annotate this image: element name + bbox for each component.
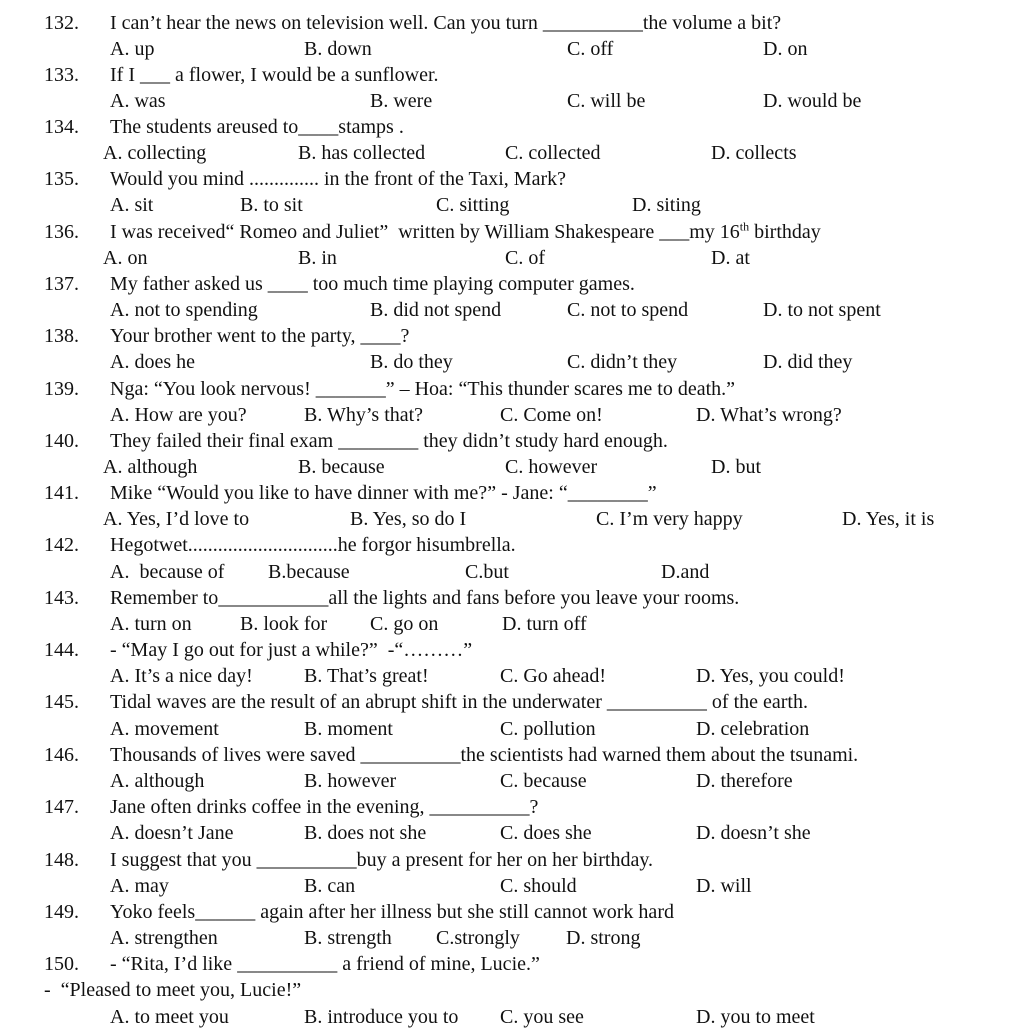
stem-text-after: my 16 <box>689 221 740 243</box>
question-number: 147. <box>44 796 79 818</box>
question-number: 144. <box>44 639 79 661</box>
answer-blank: ________ <box>567 482 648 504</box>
question-stem <box>110 482 657 504</box>
answer-option-a: A. collecting <box>103 142 207 164</box>
answer-blank: ____ <box>267 273 308 295</box>
question-stem <box>110 273 635 295</box>
answer-option-b: B. do they <box>370 351 453 373</box>
stem-text-before: Thousands of lives were saved <box>110 744 361 766</box>
stem-text-before: If I <box>110 64 140 86</box>
stem-text-before: Remember to <box>110 587 219 609</box>
answer-option-c: C. not to spend <box>567 299 689 321</box>
answer-option-a: A. sit <box>110 194 154 216</box>
stem-text-after: in the front of the Taxi, Mark? <box>318 168 567 190</box>
answer-option-b: B. has collected <box>298 142 426 164</box>
answer-option-d: D. at <box>711 247 750 269</box>
answer-option-b: B. did not spend <box>370 299 502 321</box>
answer-option-d: D. turn off <box>502 613 587 635</box>
stem-text-before: They failed their final exam <box>110 430 339 452</box>
question-stem <box>110 953 540 975</box>
question-number: 133. <box>44 64 79 86</box>
stem-text-after: he forgor hisumbrella. <box>337 534 516 556</box>
question-stem <box>110 639 472 661</box>
stem-text-before: The students areused to <box>110 116 299 138</box>
stem-text-after: the volume a bit? <box>642 12 782 34</box>
question-stem <box>110 744 858 766</box>
answer-option-c: C. however <box>505 456 598 478</box>
answer-option-d: D. What’s wrong? <box>696 404 842 426</box>
answer-option-d: D. will <box>696 875 752 897</box>
question-stem <box>110 64 439 86</box>
stem-text-before: Your brother went to the party, <box>110 325 361 347</box>
question-number: 150. <box>44 953 79 975</box>
question-number: 138. <box>44 325 79 347</box>
stem-text-before: I suggest that you <box>110 849 257 871</box>
stem-text-before: - “Rita, I’d like <box>110 953 238 975</box>
answer-option-c: C.strongly <box>436 927 520 949</box>
question-stem <box>110 430 668 452</box>
answer-blank: __________ <box>542 12 643 34</box>
stem-text-before: Yoko feels <box>110 901 196 923</box>
answer-option-b: B. were <box>370 90 433 112</box>
answer-option-c: C. you see <box>500 1006 584 1028</box>
stem-text-before: Would you mind <box>110 168 249 190</box>
stem-text-before: Hegotwet <box>110 534 188 556</box>
answer-option-a: A. may <box>110 875 169 897</box>
question-stem <box>110 534 516 556</box>
stem-text-before: Tidal waves are the result of an abrupt shift in the underwater <box>110 691 607 713</box>
answer-option-c: C. off <box>567 38 614 60</box>
answer-option-d: D. collects <box>711 142 797 164</box>
answer-option-c: C. Go ahead! <box>500 665 607 687</box>
question-stem <box>110 116 404 138</box>
question-number: 145. <box>44 691 79 713</box>
answer-option-a: A. although <box>110 770 205 792</box>
answer-option-a: A. movement <box>110 718 219 740</box>
answer-option-d: D. Yes, you could! <box>696 665 845 687</box>
question-number: 148. <box>44 849 79 871</box>
answer-option-a: A. Yes, I’d love to <box>103 508 250 530</box>
answer-blank: .............. <box>248 168 319 190</box>
answer-option-b: B. strength <box>304 927 392 949</box>
question-number: 139. <box>44 378 79 400</box>
question-stem <box>110 796 538 818</box>
question-stem <box>110 849 653 871</box>
answer-option-a: A. How are you? <box>110 404 247 426</box>
answer-option-c: C. go on <box>370 613 439 635</box>
answer-blank: __________ <box>606 691 707 713</box>
question-number: 141. <box>44 482 79 504</box>
ordinal-suffix: th <box>739 219 750 234</box>
stem-text-after: ? <box>529 796 539 818</box>
answer-option-b: B. down <box>304 38 372 60</box>
answer-blank: __________ <box>429 796 530 818</box>
stem-text-after: ” <box>647 482 657 504</box>
question-stem <box>110 691 808 713</box>
question-number: 135. <box>44 168 79 190</box>
answer-option-d: D. you to meet <box>696 1006 815 1028</box>
answer-blank: ……… <box>403 639 464 661</box>
answer-option-a: A. doesn’t Jane <box>110 822 234 844</box>
stem-text-after: ? <box>400 325 410 347</box>
answer-option-a: A. although <box>103 456 198 478</box>
answer-option-a: A. was <box>110 90 166 112</box>
stem-text-after: again after her illness but she still cannot work hard <box>255 901 674 923</box>
answer-option-c: C. didn’t they <box>567 351 678 373</box>
answer-blank: __________ <box>360 744 461 766</box>
question-number: 140. <box>44 430 79 452</box>
stem-text-after: a flower, I would be a sunflower. <box>169 64 439 86</box>
answer-option-a: A. It’s a nice day! <box>110 665 253 687</box>
answer-option-b: B. does not she <box>304 822 427 844</box>
answer-option-b: B. because <box>298 456 385 478</box>
answer-option-c: C. Come on! <box>500 404 603 426</box>
question-stem <box>110 901 674 923</box>
answer-option-b: B. introduce you to <box>304 1006 459 1028</box>
answer-option-d: D. celebration <box>696 718 810 740</box>
answer-option-d: D.and <box>661 561 710 583</box>
question-number: 149. <box>44 901 79 923</box>
stem-text-after: ” – Hoa: “This thunder scares me to death.” <box>385 378 736 400</box>
question-stem <box>110 378 735 400</box>
question-number: 132. <box>44 12 79 34</box>
answer-option-d: D. siting <box>632 194 701 216</box>
answer-option-c: C. does she <box>500 822 592 844</box>
stem-text-before: Jane often drinks coffee in the evening, <box>110 796 430 818</box>
answer-option-d: D. doesn’t she <box>696 822 811 844</box>
answer-blank: __________ <box>237 953 338 975</box>
question-number: 134. <box>44 116 79 138</box>
question-number: 136. <box>44 221 79 243</box>
stem-text-before: Nga: “You look nervous! <box>110 378 316 400</box>
question-stem <box>110 587 739 609</box>
answer-blank: .............................. <box>187 534 338 556</box>
answer-option-d: D. on <box>763 38 808 60</box>
answer-option-c: C. I’m very happy <box>596 508 743 530</box>
question-number: 142. <box>44 534 79 556</box>
answer-option-a: A. does he <box>110 351 195 373</box>
answer-option-d: D. did they <box>763 351 853 373</box>
answer-option-c: C. should <box>500 875 577 897</box>
answer-option-c: C. collected <box>505 142 601 164</box>
answer-blank: ________ <box>338 430 419 452</box>
answer-option-d: D. strong <box>566 927 641 949</box>
answer-option-d: D. but <box>711 456 761 478</box>
answer-blank: ____ <box>360 325 401 347</box>
stem-text-before: I was received“ Romeo and Juliet” written by William Shakespeare <box>110 221 660 243</box>
answer-option-b: B. look for <box>240 613 328 635</box>
answer-option-c: C. sitting <box>436 194 510 216</box>
stem-text-after: ” <box>463 639 473 661</box>
answer-option-d: D. Yes, it is <box>842 508 935 530</box>
answer-option-b: B. moment <box>304 718 393 740</box>
answer-option-d: D. to not spent <box>763 299 881 321</box>
answer-option-a: A. up <box>110 38 155 60</box>
stem-text-after: a friend of mine, Lucie.” <box>337 953 540 975</box>
question-stem <box>110 12 781 34</box>
question-stem <box>110 221 821 243</box>
stem-text-after-2: birthday <box>749 221 821 243</box>
answer-blank: ___ <box>659 221 690 243</box>
answer-option-c: C. pollution <box>500 718 596 740</box>
question-stem <box>110 168 566 190</box>
stem-text-after: buy a present for her on her birthday. <box>356 849 654 871</box>
answer-option-a: A. to meet you <box>110 1006 229 1028</box>
answer-option-b: B. Why’s that? <box>304 404 424 426</box>
answer-option-d: D. therefore <box>696 770 793 792</box>
answer-option-a: A. turn on <box>110 613 192 635</box>
question-number: 146. <box>44 744 79 766</box>
answer-option-b: B. Yes, so do I <box>350 508 467 530</box>
stem-text-before: Mike “Would you like to have dinner with me?” - Jane: “ <box>110 482 568 504</box>
question-number: 137. <box>44 273 79 295</box>
answer-option-b: B.because <box>268 561 350 583</box>
dialogue-reply: - “Pleased to meet you, Lucie!” <box>44 979 302 1001</box>
answer-option-c: C.but <box>465 561 509 583</box>
answer-option-d: D. would be <box>763 90 862 112</box>
stem-text-before: - “May I go out for just a while?” -“ <box>110 639 404 661</box>
answer-option-c: C. will be <box>567 90 646 112</box>
question-number: 143. <box>44 587 79 609</box>
question-stem <box>110 325 409 347</box>
answer-option-a: A. not to spending <box>110 299 258 321</box>
answer-option-a: A. on <box>103 247 148 269</box>
stem-text-after: of the earth. <box>706 691 808 713</box>
answer-option-b: B. in <box>298 247 337 269</box>
answer-option-b: B. can <box>304 875 356 897</box>
stem-text-after: too much time playing computer games. <box>307 273 635 295</box>
answer-option-b: B. to sit <box>240 194 303 216</box>
answer-blank: ___________ <box>218 587 329 609</box>
answer-blank: ____ <box>298 116 339 138</box>
answer-option-a: A. because of <box>110 561 225 583</box>
answer-blank: ___ <box>139 64 170 86</box>
answer-option-b: B. however <box>304 770 397 792</box>
answer-blank: _______ <box>315 378 386 400</box>
stem-text-before: My father asked us <box>110 273 268 295</box>
answer-blank: ______ <box>195 901 256 923</box>
answer-option-a: A. strengthen <box>110 927 218 949</box>
stem-text-after: stamps . <box>338 116 404 138</box>
stem-text-after: the scientists had warned them about the tsunami. <box>460 744 859 766</box>
answer-option-c: C. because <box>500 770 587 792</box>
answer-option-b: B. That’s great! <box>304 665 429 687</box>
stem-text-after: they didn’t study hard enough. <box>418 430 668 452</box>
stem-text-after: all the lights and fans before you leave your rooms. <box>328 587 740 609</box>
answer-option-c: C. of <box>505 247 545 269</box>
answer-blank: __________ <box>256 849 357 871</box>
stem-text-before: I can’t hear the news on television well. Can you turn <box>110 12 543 34</box>
